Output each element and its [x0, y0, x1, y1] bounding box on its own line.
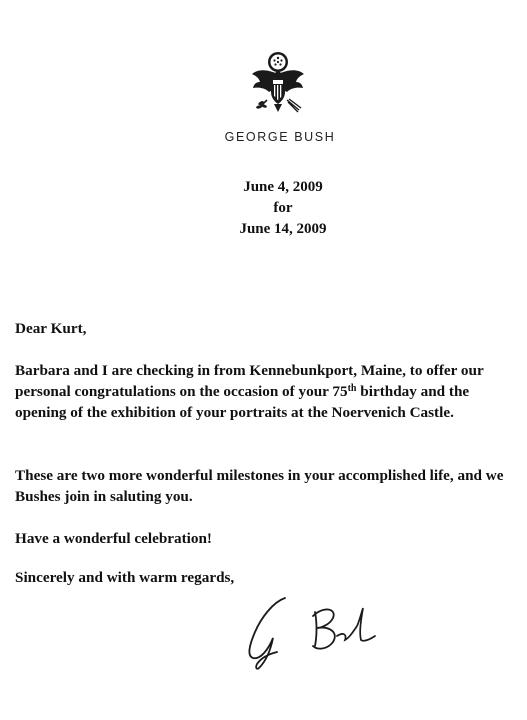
paragraph-congratulations [15, 360, 520, 423]
letter-date: June 4, 2009 [243, 179, 323, 195]
salutation: Dear Kurt, [15, 320, 87, 337]
letterhead-name: GEORGE BUSH [224, 130, 336, 144]
occasion-date: June 14, 2009 [239, 221, 327, 237]
paragraph-congratulations-end: birthday and the opening of the exhibition of your portraits at the Noervenich Castle. [15, 383, 470, 421]
handwritten-signature-icon [233, 592, 393, 672]
paragraph-celebration: Have a wonderful celebration! [15, 530, 212, 547]
paragraph-milestones-text: These are two more wonderful milestones in your accomplished life, and we Bushes join in saluting you. [15, 467, 504, 505]
date-connector: for [273, 200, 293, 216]
ordinal-suffix: th [347, 383, 357, 394]
paragraph-milestones [15, 465, 520, 507]
date-block [0, 177, 527, 240]
paragraph-congratulations-start: Barbara and I are checking in from Kennebunkport, Maine, to offer our personal congratulations on the occasion of your 75 [15, 362, 484, 400]
presidential-eagle-seal-icon [247, 50, 309, 120]
closing: Sincerely and with warm regards, [15, 569, 235, 586]
